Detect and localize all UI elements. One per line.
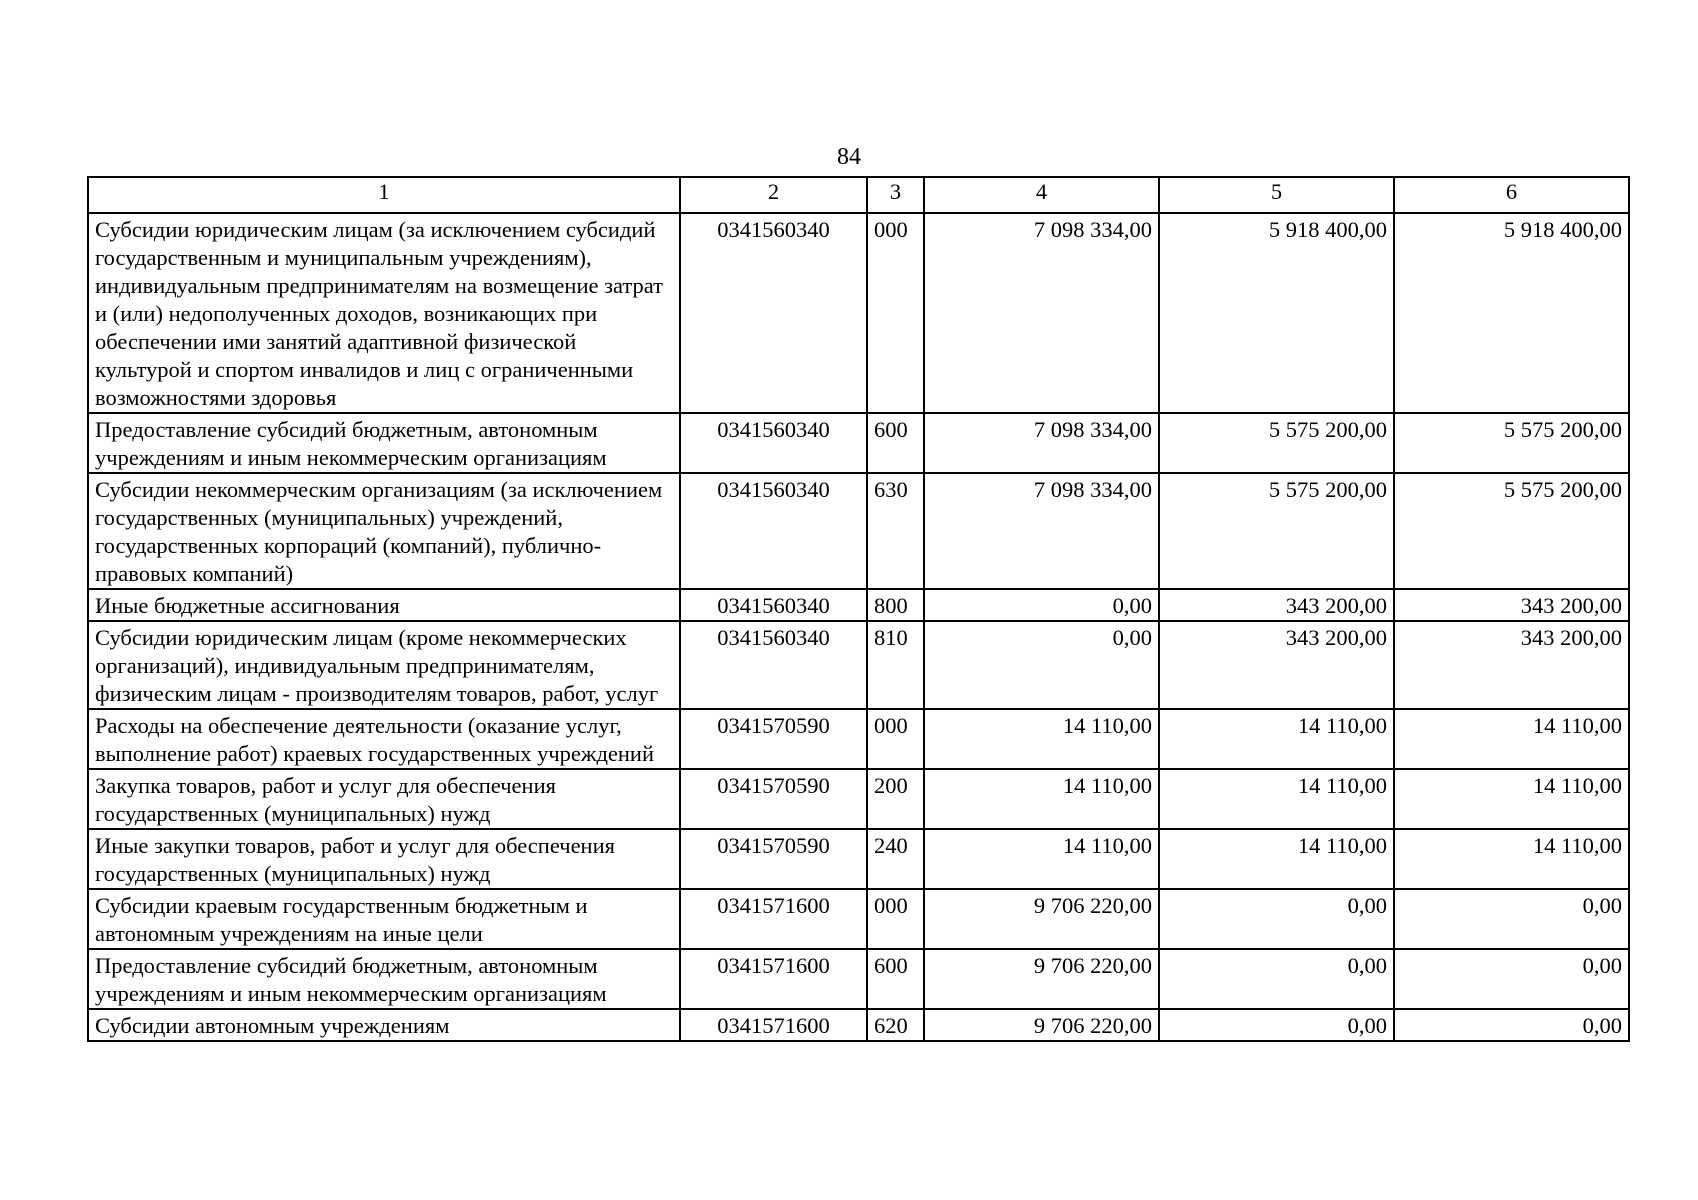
row-name-cell: Расходы на обеспечение деятельности (оказание услуг, выполнение работ) краевых государственных учреждений <box>88 709 680 769</box>
table-row <box>88 1009 1629 1041</box>
amount-col4-cell: 9 706 220,00 <box>924 1009 1159 1041</box>
header-cell: 1 <box>88 177 680 213</box>
amount-col6-cell: 14 110,00 <box>1394 709 1629 769</box>
amount-col6-cell: 343 200,00 <box>1394 589 1629 621</box>
amount-col6-cell: 5 575 200,00 <box>1394 473 1629 589</box>
row-name-cell: Предоставление субсидий бюджетным, автономным учреждениям и иным некоммерческим организациям <box>88 949 680 1009</box>
vr-code-cell: 810 <box>867 621 924 709</box>
row-name-cell: Субсидии юридическим лицам (кроме некоммерческих организаций), индивидуальным предпринимателям, физическим лицам - производителям товаров, работ, услуг <box>88 621 680 709</box>
amount-col6-cell: 5 918 400,00 <box>1394 213 1629 413</box>
row-name-cell: Иные бюджетные ассигнования <box>88 589 680 621</box>
amount-col4-cell: 7 098 334,00 <box>924 213 1159 413</box>
csr-code-cell: 0341560340 <box>680 213 867 413</box>
row-name-cell: Субсидии некоммерческим организациям (за исключением государственных (муниципальных) учреждений, государственных корпораций (компаний), публично-правовых компаний) <box>88 473 680 589</box>
amount-col5-cell: 5 918 400,00 <box>1159 213 1394 413</box>
amount-col5-cell: 0,00 <box>1159 949 1394 1009</box>
csr-code-cell: 0341571600 <box>680 889 867 949</box>
amount-col4-cell: 14 110,00 <box>924 769 1159 829</box>
amount-col4-cell: 0,00 <box>924 621 1159 709</box>
table-row <box>88 213 1629 413</box>
amount-col4-cell: 9 706 220,00 <box>924 949 1159 1009</box>
csr-code-cell: 0341571600 <box>680 949 867 1009</box>
csr-code-cell: 0341570590 <box>680 709 867 769</box>
amount-col6-cell: 14 110,00 <box>1394 829 1629 889</box>
amount-col4-cell: 7 098 334,00 <box>924 473 1159 589</box>
amount-col5-cell: 0,00 <box>1159 889 1394 949</box>
table-row <box>88 589 1629 621</box>
table-row <box>88 949 1629 1009</box>
amount-col6-cell: 0,00 <box>1394 1009 1629 1041</box>
header-cell: 2 <box>680 177 867 213</box>
csr-code-cell: 0341560340 <box>680 589 867 621</box>
amount-col5-cell: 5 575 200,00 <box>1159 413 1394 473</box>
csr-code-cell: 0341560340 <box>680 413 867 473</box>
header-cell: 3 <box>867 177 924 213</box>
table-row <box>88 473 1629 589</box>
row-name-cell: Иные закупки товаров, работ и услуг для обеспечения государственных (муниципальных) нужд <box>88 829 680 889</box>
header-cell: 5 <box>1159 177 1394 213</box>
amount-col6-cell: 0,00 <box>1394 889 1629 949</box>
amount-col6-cell: 5 575 200,00 <box>1394 413 1629 473</box>
table-row <box>88 889 1629 949</box>
csr-code-cell: 0341560340 <box>680 473 867 589</box>
header-row <box>88 177 1629 213</box>
amount-col4-cell: 0,00 <box>924 589 1159 621</box>
vr-code-cell: 000 <box>867 213 924 413</box>
amount-col6-cell: 0,00 <box>1394 949 1629 1009</box>
table-row <box>88 413 1629 473</box>
page-number: 84 <box>837 144 861 170</box>
amount-col5-cell: 14 110,00 <box>1159 769 1394 829</box>
amount-col5-cell: 14 110,00 <box>1159 829 1394 889</box>
csr-code-cell: 0341571600 <box>680 1009 867 1041</box>
amount-col5-cell: 14 110,00 <box>1159 709 1394 769</box>
amount-col4-cell: 9 706 220,00 <box>924 889 1159 949</box>
vr-code-cell: 240 <box>867 829 924 889</box>
amount-col5-cell: 0,00 <box>1159 1009 1394 1041</box>
row-name-cell: Субсидии автономным учреждениям <box>88 1009 680 1041</box>
vr-code-cell: 620 <box>867 1009 924 1041</box>
header-cell: 4 <box>924 177 1159 213</box>
csr-code-cell: 0341560340 <box>680 621 867 709</box>
budget-table <box>87 176 1630 1042</box>
vr-code-cell: 800 <box>867 589 924 621</box>
vr-code-cell: 630 <box>867 473 924 589</box>
csr-code-cell: 0341570590 <box>680 769 867 829</box>
vr-code-cell: 000 <box>867 889 924 949</box>
row-name-cell: Субсидии юридическим лицам (за исключением субсидий государственным и муниципальным учреждениям), индивидуальным предпринимателям на возмещение затрат и (или) недополученных доходов, возникающих при обеспечении ими занятий адаптивной физической культурой и спортом инвалидов и лиц с ограниченными возможностями здоровья <box>88 213 680 413</box>
amount-col5-cell: 5 575 200,00 <box>1159 473 1394 589</box>
amount-col5-cell: 343 200,00 <box>1159 621 1394 709</box>
table-row <box>88 829 1629 889</box>
header-cell: 6 <box>1394 177 1629 213</box>
row-name-cell: Предоставление субсидий бюджетным, автономным учреждениям и иным некоммерческим организациям <box>88 413 680 473</box>
vr-code-cell: 000 <box>867 709 924 769</box>
amount-col6-cell: 343 200,00 <box>1394 621 1629 709</box>
csr-code-cell: 0341570590 <box>680 829 867 889</box>
vr-code-cell: 600 <box>867 949 924 1009</box>
vr-code-cell: 600 <box>867 413 924 473</box>
amount-col4-cell: 7 098 334,00 <box>924 413 1159 473</box>
amount-col5-cell: 343 200,00 <box>1159 589 1394 621</box>
amount-col6-cell: 14 110,00 <box>1394 769 1629 829</box>
amount-col4-cell: 14 110,00 <box>924 829 1159 889</box>
table-row <box>88 769 1629 829</box>
table-row <box>88 709 1629 769</box>
vr-code-cell: 200 <box>867 769 924 829</box>
table-row <box>88 621 1629 709</box>
amount-col4-cell: 14 110,00 <box>924 709 1159 769</box>
row-name-cell: Закупка товаров, работ и услуг для обеспечения государственных (муниципальных) нужд <box>88 769 680 829</box>
row-name-cell: Субсидии краевым государственным бюджетным и автономным учреждениям на иные цели <box>88 889 680 949</box>
